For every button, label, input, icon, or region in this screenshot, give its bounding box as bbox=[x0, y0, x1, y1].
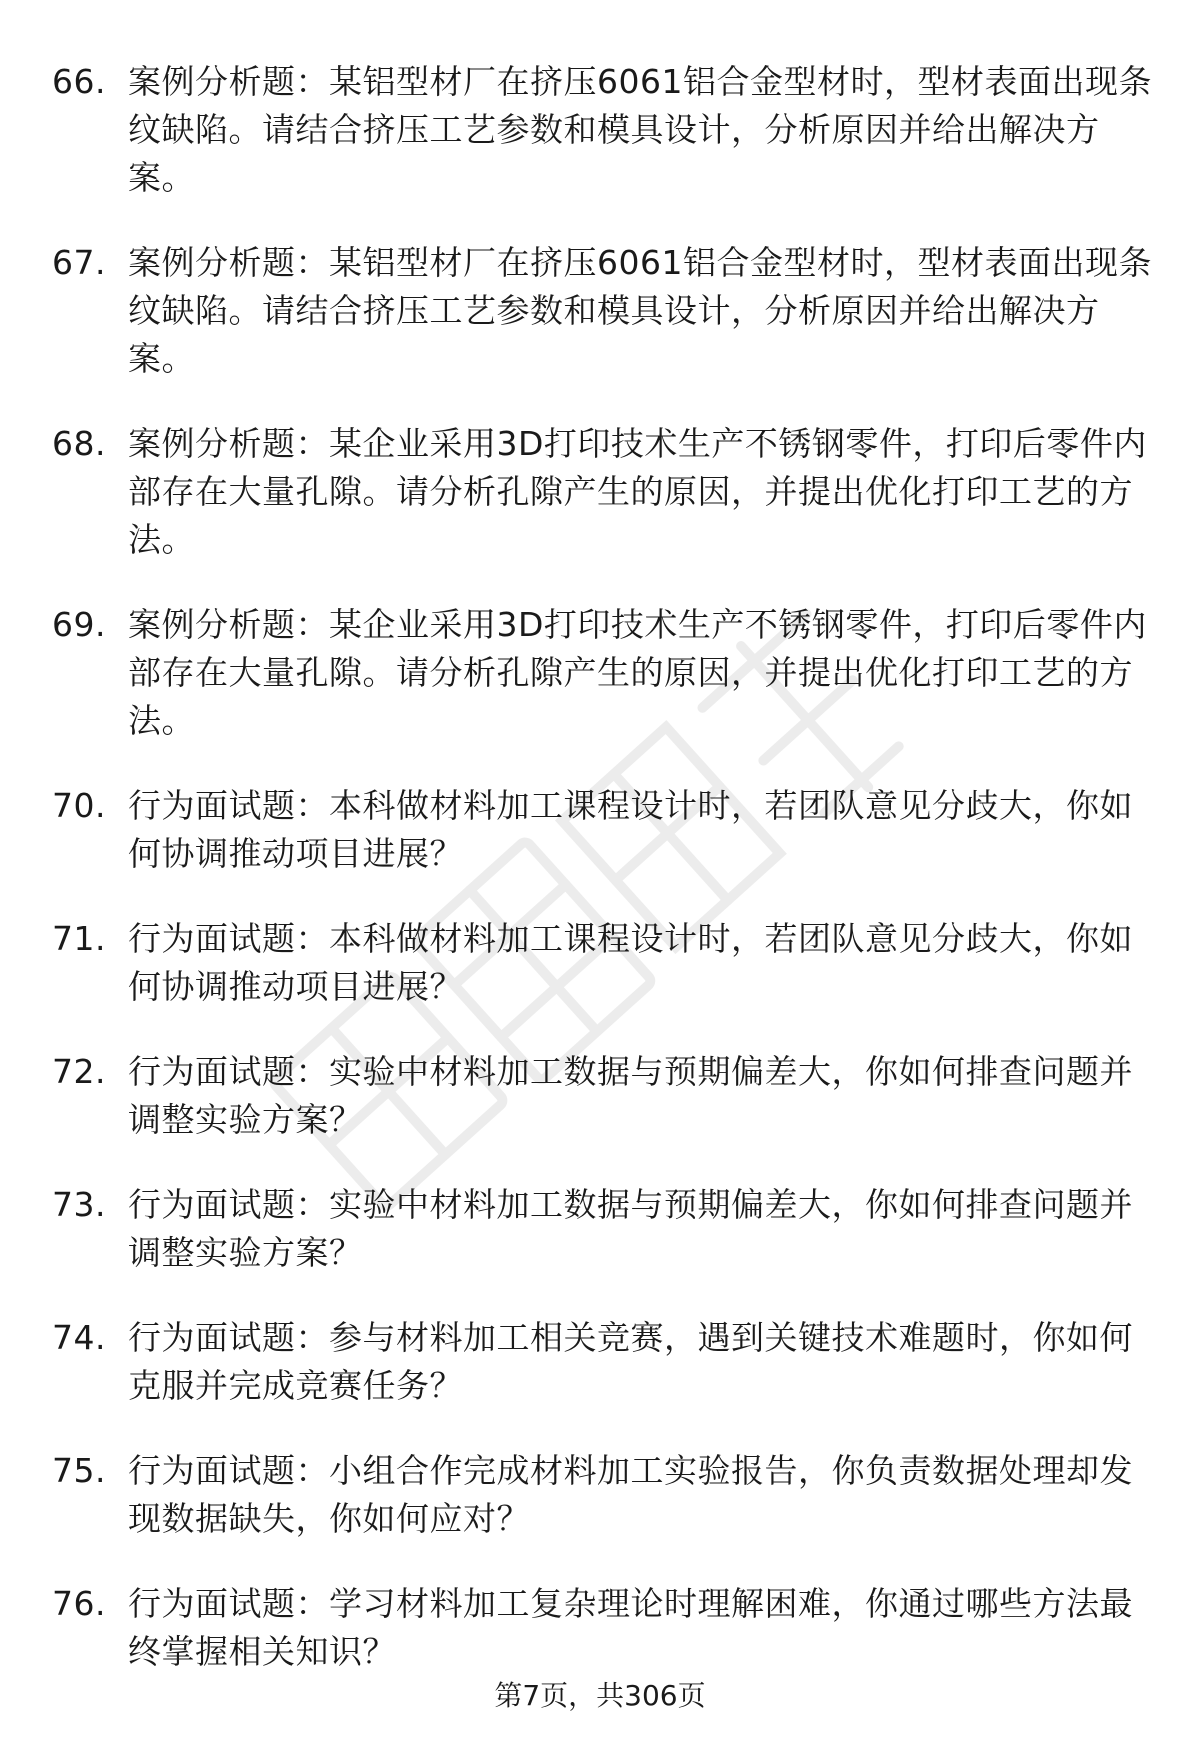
question-text: 行为面试题：实验中材料加工数据与预期偏差大，你如何排查问题并调整实验方案？ bbox=[128, 1185, 1133, 1272]
question-number: 66. bbox=[52, 62, 106, 101]
question-item bbox=[0, 239, 1200, 383]
question-list bbox=[0, 58, 1200, 1713]
question-item bbox=[0, 1048, 1200, 1144]
question-number: 70. bbox=[52, 786, 106, 825]
question-number: 75. bbox=[52, 1451, 106, 1490]
question-item bbox=[0, 1447, 1200, 1543]
question-item bbox=[0, 1314, 1200, 1410]
question-text: 案例分析题：某企业采用3D打印技术生产不锈钢零件，打印后零件内部存在大量孔隙。请分析孔隙产生的原因，并提出优化打印工艺的方法。 bbox=[128, 424, 1147, 559]
question-number: 72. bbox=[52, 1052, 106, 1091]
question-text: 案例分析题：某铝型材厂在挤压6061铝合金型材时，型材表面出现条纹缺陷。请结合挤压工艺参数和模具设计，分析原因并给出解决方案。 bbox=[128, 243, 1152, 378]
question-item bbox=[0, 782, 1200, 878]
question-item bbox=[0, 1181, 1200, 1277]
question-number: 68. bbox=[52, 424, 106, 463]
question-number: 67. bbox=[52, 243, 106, 282]
question-number: 76. bbox=[52, 1584, 106, 1623]
page-footer: 第7页，共306页 bbox=[494, 1679, 706, 1712]
question-text: 行为面试题：小组合作完成材料加工实验报告，你负责数据处理却发现数据缺失，你如何应对？ bbox=[128, 1451, 1133, 1538]
question-text: 行为面试题：学习材料加工复杂理论时理解困难，你通过哪些方法最终掌握相关知识？ bbox=[128, 1584, 1133, 1671]
question-number: 73. bbox=[52, 1185, 106, 1224]
question-number: 71. bbox=[52, 919, 106, 958]
question-item bbox=[0, 1580, 1200, 1676]
question-item bbox=[0, 915, 1200, 1011]
question-number: 69. bbox=[52, 605, 106, 644]
question-text: 行为面试题：本科做材料加工课程设计时，若团队意见分歧大，你如何协调推动项目进展？ bbox=[128, 919, 1133, 1006]
question-text: 行为面试题：本科做材料加工课程设计时，若团队意见分歧大，你如何协调推动项目进展？ bbox=[128, 786, 1133, 873]
question-text: 行为面试题：实验中材料加工数据与预期偏差大，你如何排查问题并调整实验方案？ bbox=[128, 1052, 1133, 1139]
question-item bbox=[0, 601, 1200, 745]
question-text: 行为面试题：参与材料加工相关竞赛，遇到关键技术难题时，你如何克服并完成竞赛任务？ bbox=[128, 1318, 1133, 1405]
question-item bbox=[0, 58, 1200, 202]
question-number: 74. bbox=[52, 1318, 106, 1357]
question-item bbox=[0, 420, 1200, 564]
question-text: 案例分析题：某铝型材厂在挤压6061铝合金型材时，型材表面出现条纹缺陷。请结合挤压工艺参数和模具设计，分析原因并给出解决方案。 bbox=[128, 62, 1152, 197]
question-text: 案例分析题：某企业采用3D打印技术生产不锈钢零件，打印后零件内部存在大量孔隙。请分析孔隙产生的原因，并提出优化打印工艺的方法。 bbox=[128, 605, 1147, 740]
